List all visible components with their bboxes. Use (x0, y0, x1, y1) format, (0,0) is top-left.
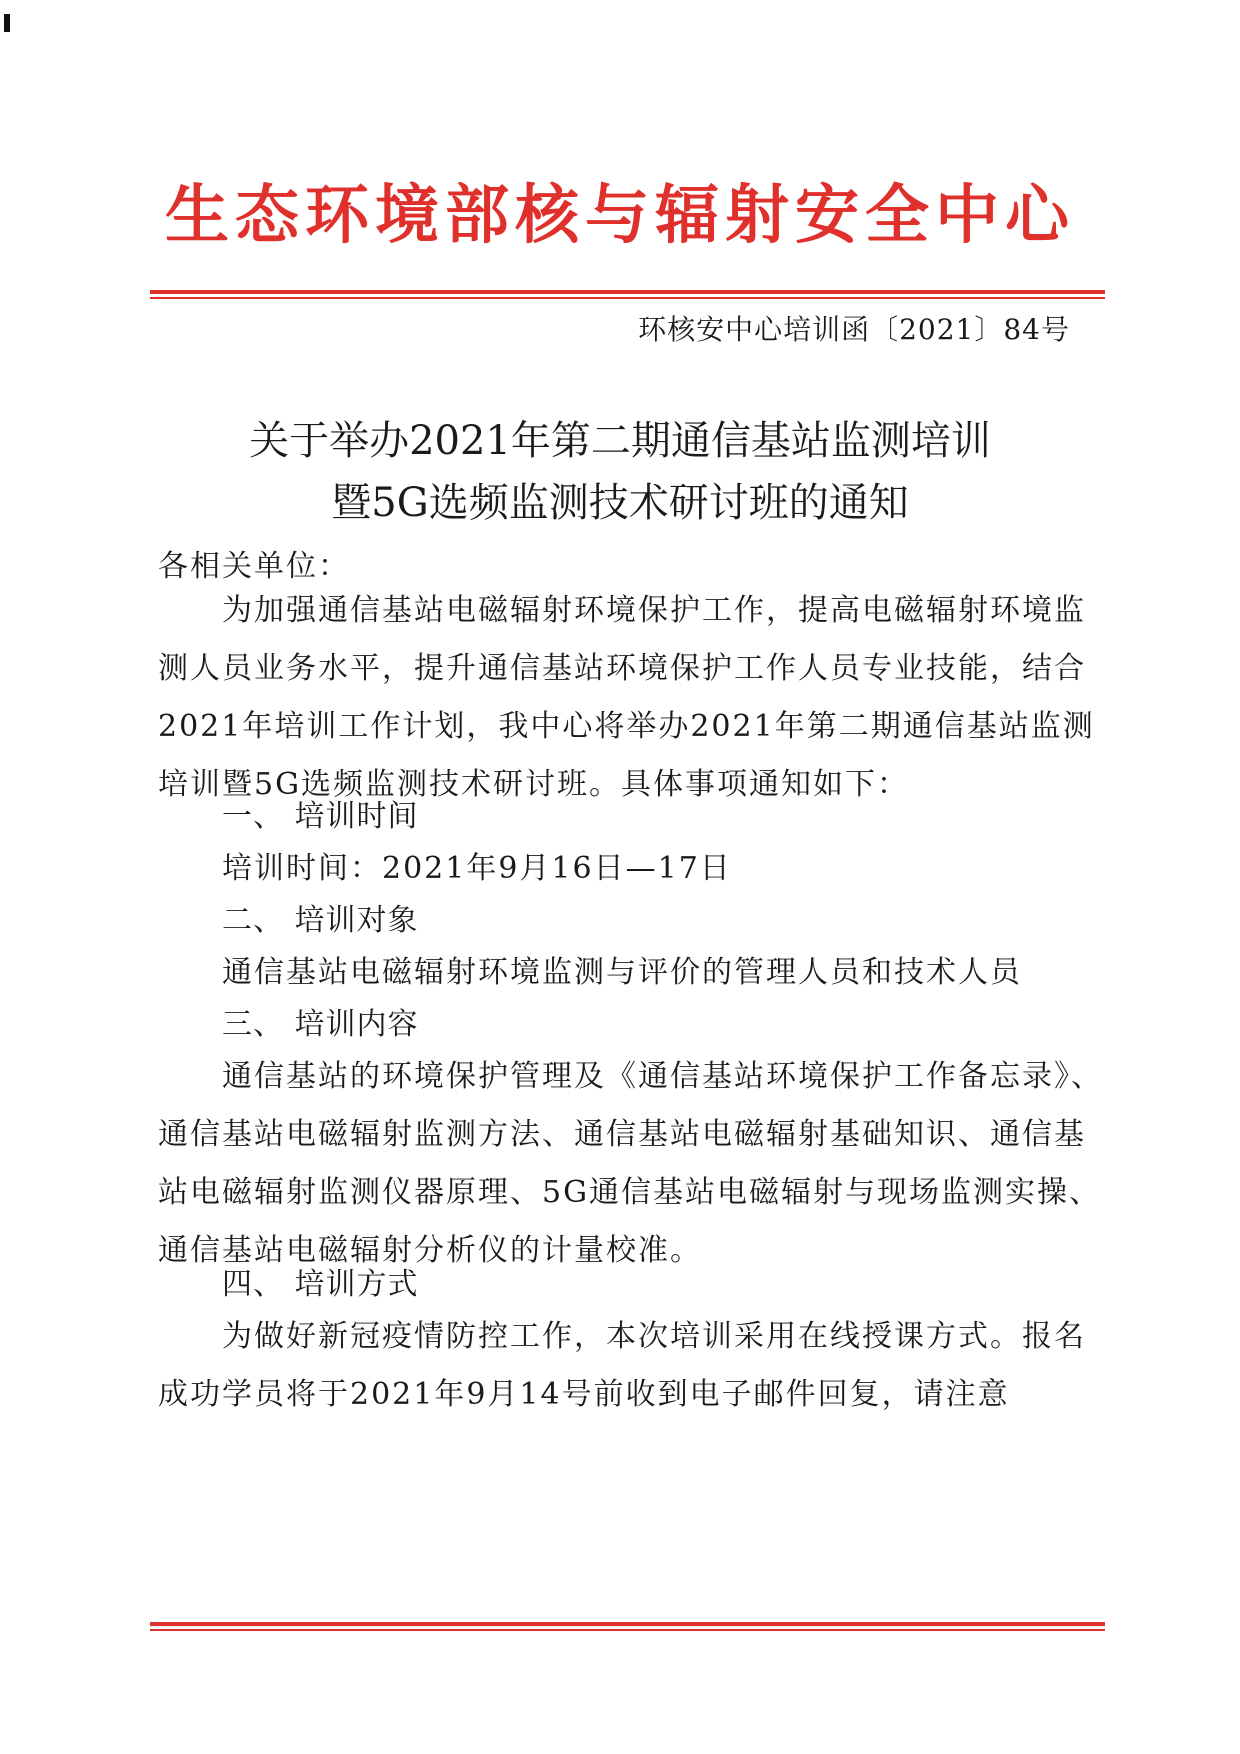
footer-divider-thin-line (150, 1629, 1105, 1631)
section-heading-content: 三、 培训内容 (222, 1007, 419, 1042)
divider-thin-line (150, 297, 1105, 299)
title-line-1: 关于举办2021年第二期通信基站监测培训 (249, 418, 991, 464)
footer-divider-thick-line (150, 1622, 1105, 1626)
section-heading-time: 一、 培训时间 (222, 799, 419, 834)
section-content-audience: 通信基站电磁辐射环境监测与评价的管理人员和技术人员 (222, 955, 1022, 990)
section-content-time: 培训时间：2021年9月16日—17日 (222, 851, 732, 886)
section-content-method: 为做好新冠疫情防控工作，本次培训采用在线授课方式。报名成功学员将于2021年9月14号前收到电子邮件回复，请注意 (158, 1319, 1086, 1412)
salutation: 各相关单位： (158, 549, 350, 584)
section-heading-method: 四、 培训方式 (222, 1267, 419, 1302)
document-number: 环核安中心培训函〔2021〕84号 (638, 313, 1070, 346)
intro-paragraph: 为加强通信基站电磁辐射环境保护工作，提高电磁辐射环境监测人员业务水平，提升通信基站环境保护工作人员专业技能，结合2021年培训工作计划，我中心将举办2021年第二期通信基站监测培训暨5G选频监测技术研讨班。具体事项通知如下： (158, 593, 1095, 802)
footer-divider (150, 1622, 1105, 1631)
document-title (0, 410, 1240, 534)
letterhead-divider (150, 290, 1105, 299)
letterhead-org-name: 生态环境部核与辐射安全中心 (165, 179, 1075, 253)
scan-corner-mark (4, 14, 10, 32)
title-line-2: 暨5G选频监测技术研讨班的通知 (331, 480, 909, 526)
divider-thick-line (150, 290, 1105, 294)
section-content-topics: 通信基站的环境保护管理及《通信基站环境保护工作备忘录》、通信基站电磁辐射监测方法、通信基站电磁辐射基础知识、通信基站电磁辐射监测仪器原理、5G通信基站电磁辐射与现场监测实操、通信基站电磁辐射分析仪的计量校准。 (158, 1059, 1103, 1268)
section-heading-audience: 二、 培训对象 (222, 903, 419, 938)
